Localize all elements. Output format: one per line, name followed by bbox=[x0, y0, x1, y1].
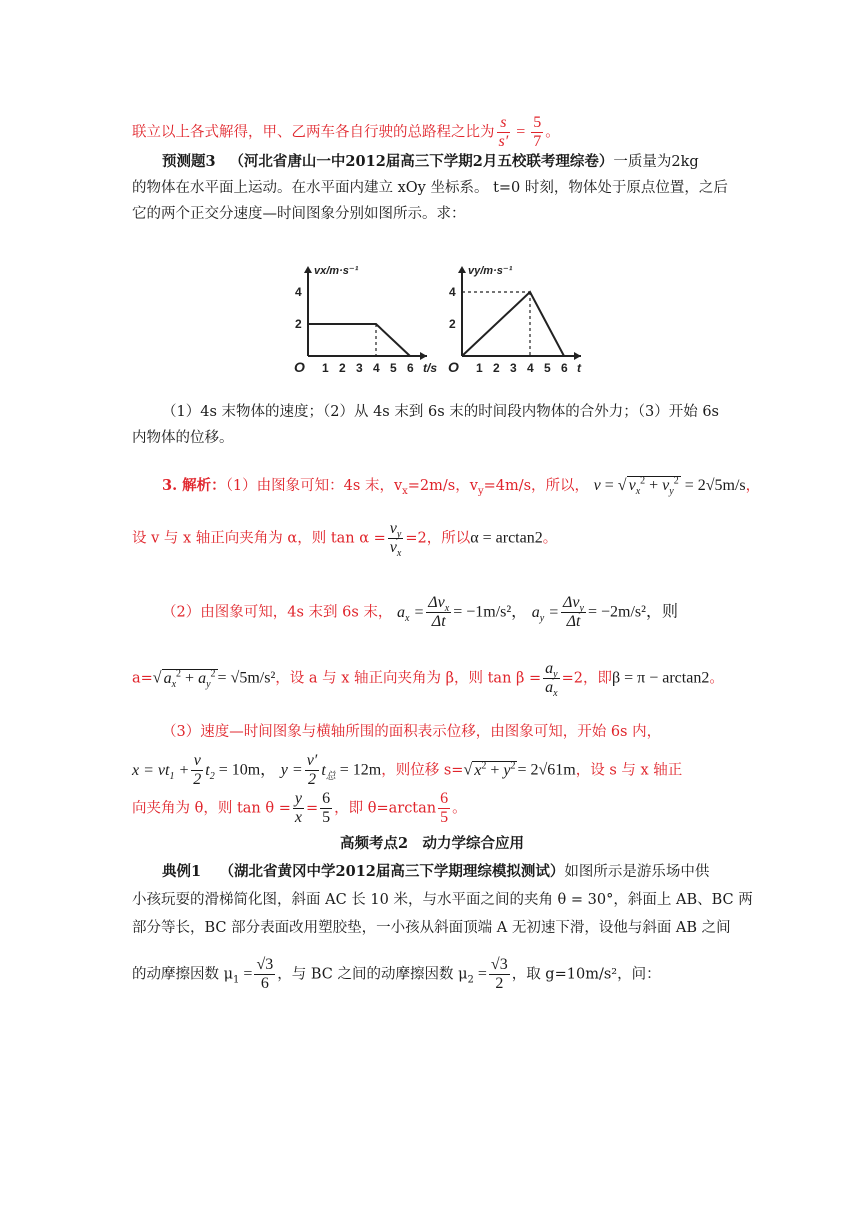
equals: = bbox=[512, 123, 530, 141]
y-axis-label: vx/m·s⁻¹ bbox=[314, 265, 359, 277]
example-label: 典例1 bbox=[162, 863, 202, 880]
y-tick-label: 4 bbox=[449, 285, 456, 299]
x-tick-label: 4 bbox=[373, 361, 380, 375]
x-tick-label: 6 bbox=[407, 361, 414, 375]
x-tick-label: 5 bbox=[544, 361, 551, 375]
ay-value: = −2m/s²，则 bbox=[587, 603, 678, 621]
solution-line3: （2）由图象可知，4s 末到 6s 末， $a_x$ = $\frac{\Delta v_x}{\Delta t}$ = −1m/s²， $a_y$ = $\frac{\Delta v_y}{\Delta t}$ = −2m/s²，则 bbox=[162, 594, 678, 630]
sol-text: （1）由图象可知：4s 末，v bbox=[225, 478, 403, 494]
ax-value: = −1m/s²， bbox=[453, 603, 528, 621]
conclusion-text: 联立以上各式解得，甲、乙两车各自行驶的总路程之比为 bbox=[132, 124, 495, 141]
ex-text: ，取 g=10m/s²，问： bbox=[511, 966, 661, 983]
question-label: 预测题3 bbox=[162, 153, 216, 170]
origin-label: O bbox=[294, 359, 305, 375]
x-axis-label: t bbox=[577, 361, 581, 375]
x-tick-label: 5 bbox=[390, 361, 397, 375]
s-displacement: = 2√61m bbox=[517, 761, 576, 779]
series-line bbox=[462, 292, 564, 356]
sol-text: ，设 a 与 x 轴正向夹角为 β，则 tan β = bbox=[275, 670, 542, 687]
sol-text: ，则位移 s= bbox=[381, 762, 464, 779]
sol-text: =2，所以 bbox=[405, 530, 471, 547]
velocity-formula: v = √ $v_x^2 + v_y^2 = 2√5m/s$ bbox=[593, 475, 746, 498]
ratio-value: $\frac{5}{7}$ bbox=[533, 114, 542, 150]
period: 。 bbox=[542, 530, 558, 547]
x-axis-arrow bbox=[420, 352, 427, 360]
sol-text: 向夹角为 θ，则 tan θ = bbox=[132, 800, 291, 817]
solution-line2 bbox=[132, 520, 732, 560]
solution-line5: （3）速度—时间图象与横轴所围的面积表示位移，由图象可知，开始 6s 内， bbox=[162, 724, 662, 740]
velocity-time-graphs bbox=[290, 238, 580, 378]
ask-line1: （1）4s 末物体的速度；（2）从 4s 末到 6s 末的时间段内物体的合外力；（3）开始 6s bbox=[162, 404, 719, 420]
x-axis-arrow bbox=[574, 352, 581, 360]
y-tick-label: 2 bbox=[449, 317, 456, 331]
x-tick-label: 1 bbox=[476, 361, 483, 375]
x-tick-label: 2 bbox=[493, 361, 500, 375]
tan-beta-fraction: $\frac{a_y}{a_x}$ bbox=[545, 660, 558, 700]
sol-text: =2m/s，v bbox=[407, 478, 478, 494]
question3-line1 bbox=[162, 152, 762, 172]
ratio-fraction: $\frac{s}{s'}$ bbox=[498, 114, 509, 150]
y-axis-arrow bbox=[304, 266, 312, 273]
x-tick-label: 2 bbox=[339, 361, 346, 375]
y-axis-label: vy/m·s⁻¹ bbox=[468, 265, 513, 277]
x-tick-label: 6 bbox=[561, 361, 568, 375]
section-heading: 高频考点2 动力学综合应用 bbox=[339, 835, 525, 852]
period: 。 bbox=[709, 670, 724, 687]
sol-text: =2，即 bbox=[561, 670, 612, 687]
example1-line1 bbox=[162, 862, 762, 882]
tan-alpha-fraction: $\frac{v_y}{v_x}$ bbox=[389, 520, 402, 560]
conclusion-line bbox=[132, 114, 732, 151]
solution-line7: 向夹角为 θ，则 tan θ = $\frac{y}{x}$ = $\frac{6}{5}$ ，即 θ=arctan $\frac{6}{5}$ 。 bbox=[132, 790, 467, 826]
solution-line4: a=√ $a_x^2 + a_y^2 = √5m/s^2$，设 a 与 x 轴正向夹角为 β，则 tan β = $\frac{a_y}{a_x}$ =2，即β = π − arctan2。 bbox=[132, 660, 724, 700]
question-source: （河北省唐山一中2012届高三下学期2月五校联考理综卷） bbox=[229, 153, 614, 170]
sol-text: a= bbox=[132, 670, 153, 687]
beta-result: β = π − arctan2 bbox=[611, 669, 710, 687]
x-axis-label: t/s bbox=[423, 361, 438, 375]
x-tick-label: 4 bbox=[527, 361, 534, 375]
period: 。 bbox=[452, 800, 467, 817]
x-tick-label: 1 bbox=[322, 361, 329, 375]
question3-line2: 的物体在水平面上运动。在水平面内建立 xOy 坐标系。 t=0 时刻，物体处于原点位置，之后 bbox=[132, 180, 728, 196]
origin-label: O bbox=[448, 359, 459, 375]
alpha-result: α = arctan2 bbox=[470, 529, 543, 547]
series-line bbox=[308, 324, 410, 356]
ex-text: ，与 BC 之间的动摩擦因数 μ bbox=[277, 966, 468, 983]
sol-text: 设 v 与 x 轴正向夹角为 α，则 tan α = bbox=[132, 530, 386, 547]
example-text: 如图所示是游乐场中供 bbox=[564, 864, 710, 880]
ay-fraction: $\frac{\Delta v_y}{\Delta t}$ bbox=[563, 594, 584, 630]
y-displacement: = 12m bbox=[335, 761, 382, 779]
ask-line2: 内物体的位移。 bbox=[132, 430, 234, 446]
x-tick-label: 3 bbox=[356, 361, 363, 375]
sol-text: ，设 s 与 x 轴正 bbox=[575, 762, 683, 779]
x-tick-label: 3 bbox=[510, 361, 517, 375]
ax-fraction: $\frac{\Delta v_x}{\Delta t}$ bbox=[428, 594, 450, 630]
example-source: （湖北省黄冈中学2012届高三下学期理综模拟测试） bbox=[219, 863, 565, 880]
ex-text: 的动摩擦因数 μ bbox=[132, 966, 234, 983]
a-value: = √5m/s² bbox=[217, 669, 276, 687]
question3-line3: 它的两个正交分速度—时间图象分别如图所示。求： bbox=[132, 206, 466, 222]
solution-line6: $x = vt_1$ + $\frac{v}{2}$ $t_2 = 10m$， y = $\frac{v'}{2}$ $t_总 = 12m$，则位移 s=√ $x^2 + y^2 = 2√61m$，设 s 与 x 轴正 bbox=[132, 752, 683, 788]
sol-text: （2）由图象可知，4s 末到 6s 末， bbox=[162, 604, 393, 621]
solution-line1: 3. 解析：（1）由图象可知：4s 末，$v_x=2m/s$，$v_y=4m/s$，所以， v = √ $v_x^2 + v_y^2 = 2√5m/s$， bbox=[162, 475, 761, 498]
sol-text: =4m/s，所以， bbox=[483, 478, 590, 494]
y-tick-label: 2 bbox=[295, 317, 302, 331]
example1-line2: 小孩玩耍的滑梯简化图，斜面 AC 长 10 米，与水平面之间的夹角 θ = 30°，斜面上 AB、BC 两 bbox=[132, 892, 753, 908]
y-axis-arrow bbox=[458, 266, 466, 273]
period: 。 bbox=[545, 124, 560, 141]
example1-line4: 的动摩擦因数 $\mu_1$ = $\frac{√3}{6}$ ，与 BC 之间的动摩擦因数 $\mu_2$ = $\frac{√3}{2}$ ，取 g=10m/s²，问： bbox=[132, 956, 661, 992]
sol-text: ，即 θ=arctan bbox=[334, 800, 437, 817]
sol-text: = bbox=[305, 800, 319, 817]
x-displacement: = 10m， bbox=[214, 761, 277, 779]
question-text: 一质量为2kg bbox=[613, 154, 699, 170]
solution-label: 3. 解析： bbox=[162, 477, 226, 494]
example1-line3: 部分等长，BC 部分表面改用塑胶垫，一小孩从斜面顶端 A 无初速下滑，设他与斜面 AB 之间 bbox=[132, 920, 731, 936]
y-tick-label: 4 bbox=[295, 285, 302, 299]
